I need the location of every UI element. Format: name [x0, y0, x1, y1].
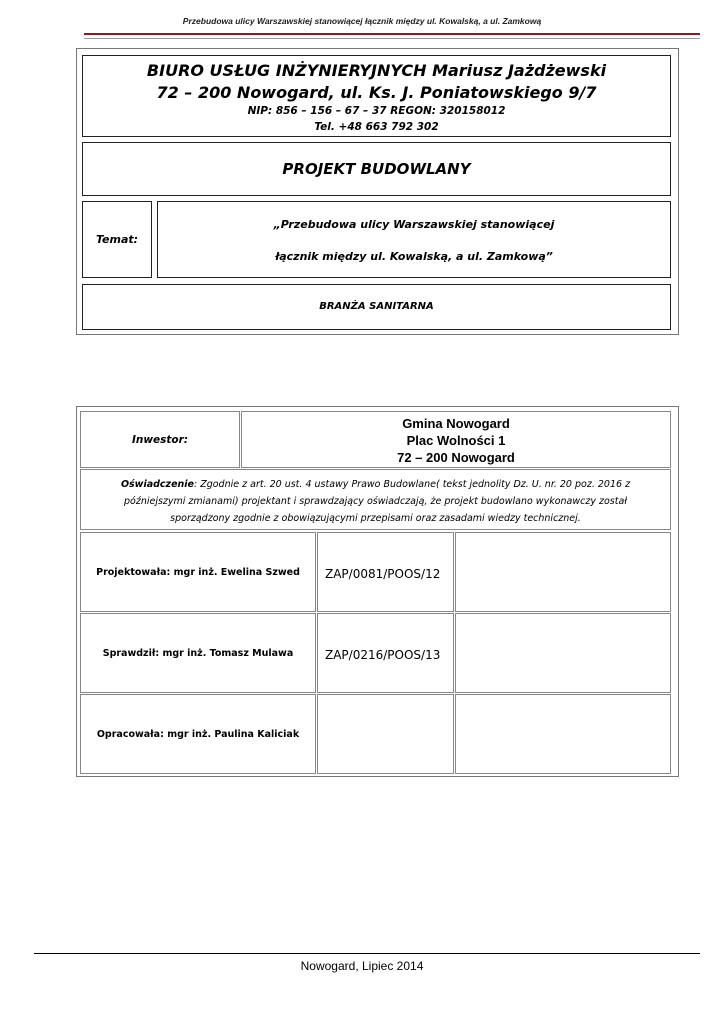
signature-field	[455, 613, 671, 693]
footer-rule	[34, 953, 700, 954]
signatory-role: Projektowała: mgr inż. Ewelina Szwed	[80, 532, 316, 612]
branch: BRANŻA SANITARNA	[82, 284, 671, 330]
firm-phone: Tel. +48 663 792 302	[314, 121, 439, 133]
investor-city: 72 – 200 Nowogard	[397, 450, 515, 465]
investor-label: Inwestor:	[80, 411, 240, 468]
firm-box	[82, 55, 671, 137]
running-header: Przebudowa ulicy Warszawskiej stanowiącej łącznik między ul. Kowalską, a ul. Zamkową	[182, 16, 542, 26]
declaration-text: : Zgodnie z art. 20 ust. 4 ustawy Prawo Budowlane( tekst jednolity Dz. U. nr. 20 poz. 2016 z późniejszymi zmianami) projektant i sprawdzający oświadczają, że projekt budowlano wykonawczy został sporządzony zgodnie z obowiązującymi przepisami oraz zasadami wiedzy technicznej.	[123, 479, 631, 524]
signatory-license	[317, 694, 454, 774]
declaration-lead: Oświadczenie	[120, 479, 194, 490]
firm-ids: NIP: 856 – 156 – 67 – 37 REGON: 320158012	[247, 105, 506, 117]
firm-address: 72 – 200 Nowogard, ul. Ks. J. Poniatowskiego 9/7	[156, 83, 597, 102]
signature-field	[455, 532, 671, 612]
signature-field	[455, 694, 671, 774]
investor-street: Plac Wolności 1	[406, 433, 506, 448]
signatory-license: ZAP/0216/POOS/13	[317, 613, 454, 693]
investor-name: Gmina Nowogard	[402, 416, 510, 431]
firm-name: BIURO USŁUG INŻYNIERYJNYCH Mariusz Jażdżewski	[146, 61, 607, 80]
declaration	[80, 469, 671, 530]
investor-value	[241, 411, 671, 468]
signatory-license: ZAP/0081/POOS/12	[317, 532, 454, 612]
project-type: PROJEKT BUDOWLANY	[82, 142, 671, 196]
signatory-role: Sprawdził: mgr inż. Tomasz Mulawa	[80, 613, 316, 693]
topic-line-1: „Przebudowa ulicy Warszawskiej stanowiącej	[273, 218, 555, 231]
topic-line-2: łącznik między ul. Kowalską, a ul. Zamkową”	[275, 250, 553, 263]
topic-label: Temat:	[82, 201, 152, 278]
signatory-role: Opracowała: mgr inż. Paulina Kaliciak	[80, 694, 316, 774]
header-rule	[84, 33, 700, 35]
header-rule-thin	[84, 38, 700, 39]
topic-box	[157, 201, 671, 278]
footer-place-date: Nowogard, Lipiec 2014	[300, 959, 424, 973]
